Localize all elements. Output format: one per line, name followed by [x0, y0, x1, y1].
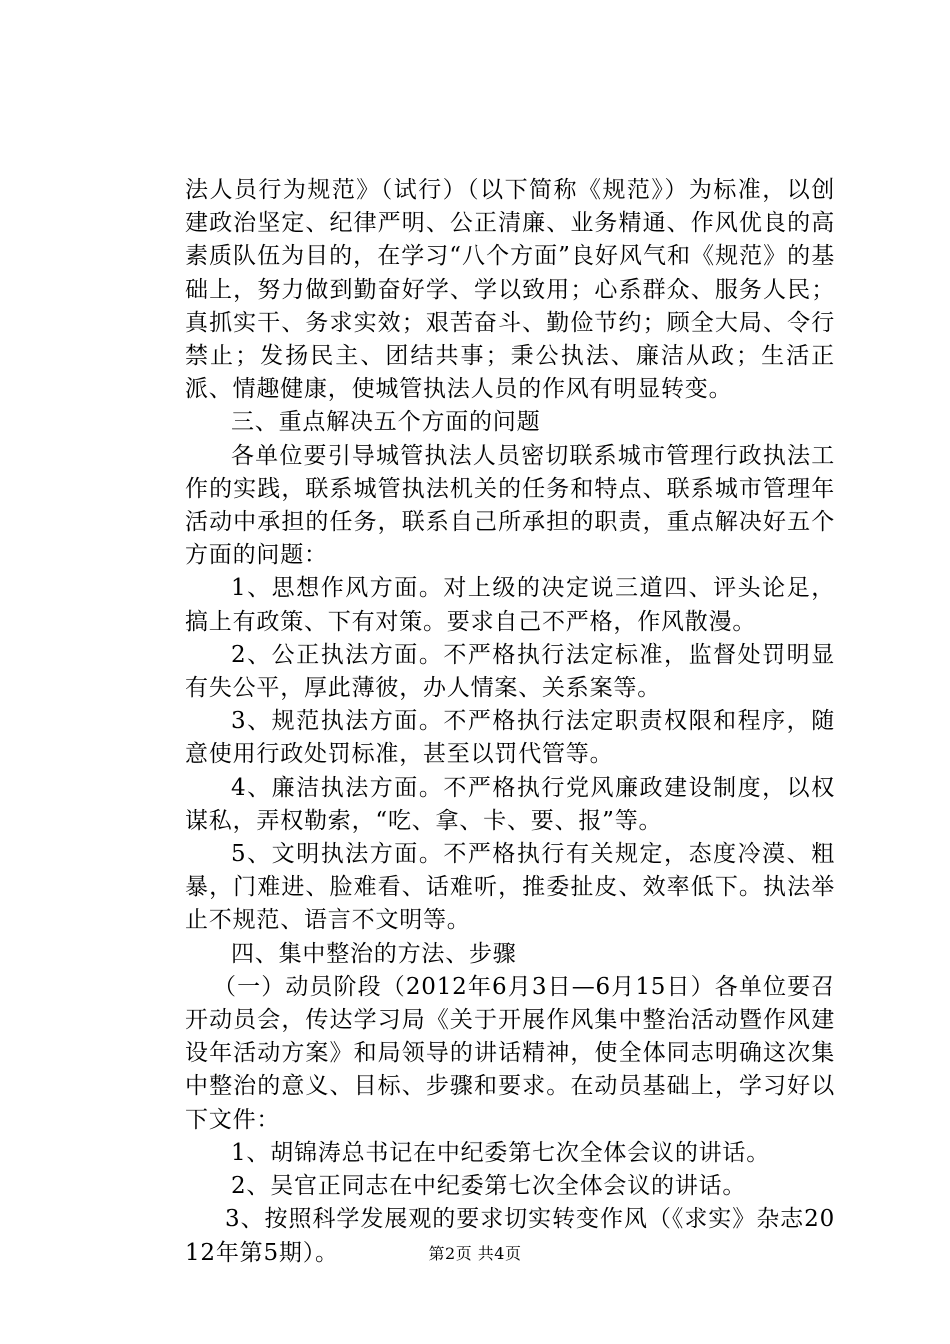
document-text: [185, 174, 835, 1270]
paragraph-section-3-intro: 各单位要引导城管执法人员密切联系城市管理行政执法工作的实践，联系城管执法机关的任务和特点、联系城市管理年活动中承担的任务，联系自己所承担的职责，重点解决好五个方面的问题：: [185, 442, 835, 569]
page-footer: 第2页 共4页: [428, 1244, 522, 1263]
paragraph-mobilization-stage: （一）动员阶段（2012年6月3日—6月15日）各单位要召开动员会，传达学习局《关于开展作风集中整治活动暨作风建设年活动方案》和局领导的讲话精神，使全体同志明确这次集中整治的意义、目标、步骤和要求。在动员基础上，学习好以下文件：: [185, 973, 835, 1133]
section-heading-3: 三、重点解决五个方面的问题: [231, 409, 541, 436]
section-heading-4: 四、集中整治的方法、步骤: [231, 940, 517, 967]
list-item-1: 1、思想作风方面。对上级的决定说三道四、评头论足，搞上有政策、下有对策。要求自己不严格，作风散漫。: [185, 575, 835, 635]
list-item-2: 2、公正执法方面。不严格执行法定标准，监督处罚明显有失公平，厚此薄彼，办人情案、关系案等。: [185, 641, 835, 702]
document-list-item-2: 2、吴官正同志在中纪委第七次全体会议的讲话。: [231, 1173, 747, 1200]
list-item-5: 5、文明执法方面。不严格执行有关规定，态度冷漠、粗暴，门难进、脸难看、话难听，推委扯皮、效率低下。执法举止不规范、语言不文明等。: [185, 841, 835, 934]
document-list-item-1: 1、胡锦涛总书记在中纪委第七次全体会议的讲话。: [231, 1139, 771, 1166]
list-item-4: 4、廉洁执法方面。不严格执行党风廉政建设制度，以权谋私，弄权勒索，“吃、拿、卡、要、报”等。: [185, 774, 835, 834]
document-list-item-3: 3、按照科学发展观的要求切实转变作风（《求实》杂志2012年第5期）。: [185, 1206, 835, 1266]
list-item-3: 3、规范执法方面。不严格执行法定职责权限和程序，随意使用行政处罚标准，甚至以罚代管等。: [185, 708, 835, 768]
paragraph-intro: 法人员行为规范》（试行）（以下简称《规范》）为标准，以创建政治坚定、纪律严明、公正清廉、业务精通、作风优良的高素质队伍为目的，在学习“八个方面”良好风气和《规范》的基础上，努力做到勤奋好学、学以致用；心系群众、服务人民；真抓实干、务求实效；艰苦奋斗、勤俭节约；顾全大局、令行禁止；发扬民主、团结共事；秉公执法、廉洁从政；生活正派、情趣健康，使城管执法人员的作风有明显转变。: [185, 177, 835, 403]
